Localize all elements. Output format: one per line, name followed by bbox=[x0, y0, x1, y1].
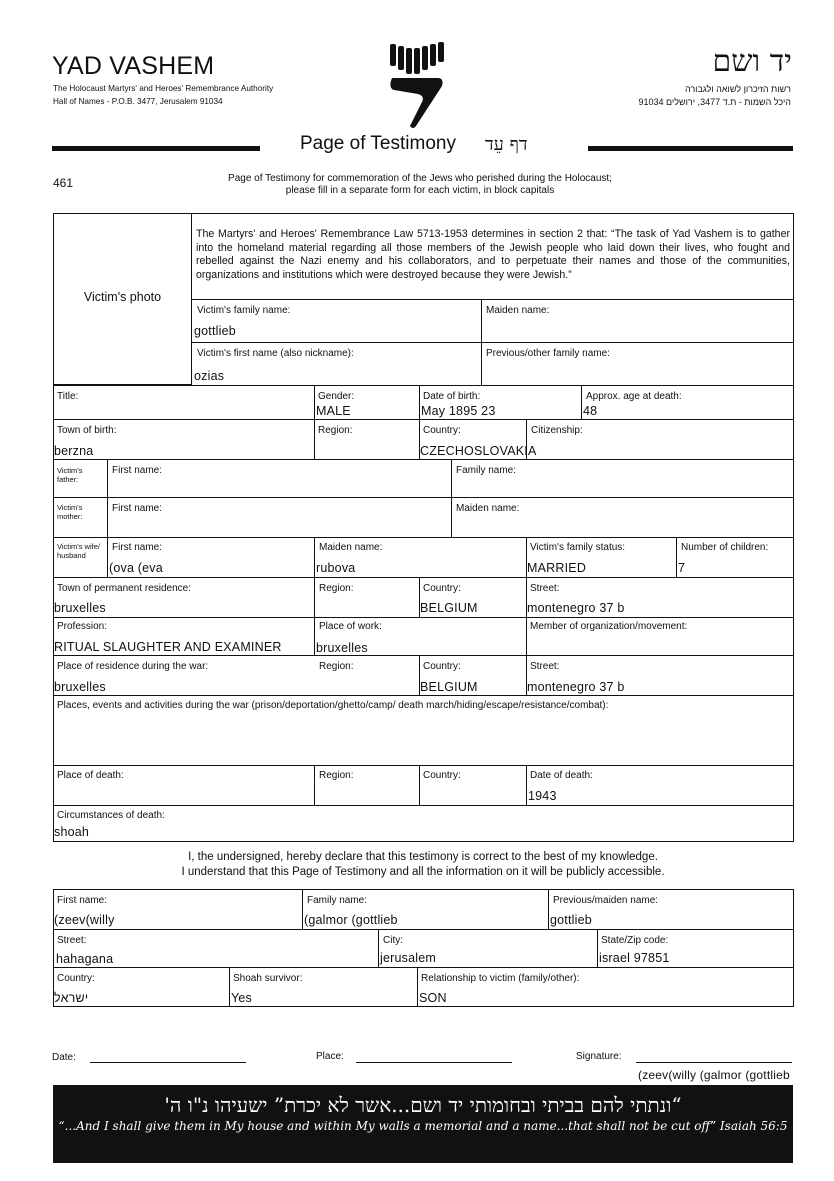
divider bbox=[302, 889, 303, 929]
divider bbox=[107, 459, 108, 577]
submitter-street-field[interactable]: hahagana bbox=[56, 952, 114, 966]
relationship-label: Relationship to victim (family/other): bbox=[421, 973, 580, 984]
age-label: Approx. age at death: bbox=[586, 391, 682, 402]
gender-label: Gender: bbox=[318, 391, 355, 402]
date-label: Date: bbox=[52, 1052, 76, 1063]
place-line[interactable] bbox=[356, 1062, 512, 1063]
mother-maiden-label: Maiden name: bbox=[456, 503, 520, 514]
children-label: Number of children: bbox=[681, 542, 769, 553]
father-first-label: First name: bbox=[112, 465, 163, 476]
divider bbox=[53, 617, 794, 618]
age-field[interactable]: 48 bbox=[583, 404, 598, 418]
victim-family-name-label: Victim's family name: bbox=[197, 305, 291, 316]
divider bbox=[417, 967, 418, 1007]
title-rule-left bbox=[52, 146, 260, 151]
divider bbox=[548, 889, 549, 929]
declaration-line-2: I understand that this Page of Testimony and all the information on it will be publicly accessible. bbox=[181, 866, 665, 878]
profession-label: Profession: bbox=[57, 621, 108, 632]
war-street-field[interactable]: montenegro 37 b bbox=[527, 680, 625, 694]
relationship-field[interactable]: SON bbox=[419, 991, 447, 1005]
intro-line-2: please fill in a separate form for each victim, in block capitals bbox=[285, 185, 555, 196]
war-residence-label: Place of residence during the war: bbox=[57, 661, 209, 672]
spouse-first-field[interactable]: (ova (eva bbox=[109, 561, 163, 575]
divider bbox=[53, 537, 794, 538]
town-birth-label: Town of birth: bbox=[57, 425, 117, 436]
death-date-label: Date of death: bbox=[530, 770, 593, 781]
submitter-family-field[interactable]: (galmor (gottlieb bbox=[304, 913, 398, 927]
divider bbox=[451, 459, 452, 537]
divider bbox=[53, 419, 794, 420]
submitter-state-field[interactable]: israel 97851 bbox=[599, 951, 670, 965]
submitter-city-field[interactable]: jerusalem bbox=[380, 951, 436, 965]
divider bbox=[53, 459, 794, 460]
war-residence-field[interactable]: bruxelles bbox=[54, 680, 106, 694]
divider bbox=[53, 765, 794, 766]
death-region-label: Region: bbox=[319, 770, 354, 781]
residence-country-label: Country: bbox=[423, 583, 461, 594]
divider bbox=[53, 805, 794, 806]
divider bbox=[378, 929, 379, 967]
footer-banner bbox=[53, 1085, 793, 1163]
country-birth-field[interactable]: CZECHOSLOVAKIA bbox=[420, 444, 537, 458]
victim-family-name-field[interactable]: gottlieb bbox=[194, 324, 236, 338]
submitter-first-label: First name: bbox=[57, 895, 108, 906]
profession-field[interactable]: RITUAL SLAUGHTER AND EXAMINER bbox=[54, 640, 282, 654]
war-country-field[interactable]: BELGIUM bbox=[420, 680, 478, 694]
spouse-tag: Victim's wife/ husband bbox=[57, 542, 100, 560]
divider bbox=[314, 385, 315, 419]
title-label: Title: bbox=[57, 391, 79, 402]
victim-first-name-label: Victim's first name (also nickname): bbox=[197, 348, 354, 359]
org-subtitle-he: רשות הזיכרון לשואה ולגבורה bbox=[684, 84, 791, 94]
banner-quote-he: “ונתתי להם בביתי ובחומותי יד ושם...אשר לא יכרת” ישעיהו נ"ו ה' bbox=[164, 1093, 682, 1117]
signature-line[interactable] bbox=[636, 1062, 792, 1063]
workplace-field[interactable]: bruxelles bbox=[316, 641, 368, 655]
residence-street-field[interactable]: montenegro 37 b bbox=[527, 601, 625, 615]
death-circumstances-field[interactable]: shoah bbox=[54, 825, 90, 839]
page-title-he: דף עֵד bbox=[485, 134, 528, 155]
divider bbox=[314, 537, 315, 655]
intro-line-1: Page of Testimony for commemoration of the Jews who perished during the Holocaust; bbox=[228, 173, 612, 184]
divider bbox=[53, 655, 794, 656]
father-family-label: Family name: bbox=[456, 465, 517, 476]
divider bbox=[676, 537, 677, 577]
dob-field[interactable]: May 1895 23 bbox=[421, 404, 496, 418]
place-label: Place: bbox=[316, 1051, 344, 1062]
divider bbox=[53, 497, 794, 498]
mother-first-label: First name: bbox=[112, 503, 163, 514]
death-country-label: Country: bbox=[423, 770, 461, 781]
workplace-label: Place of work: bbox=[319, 621, 382, 632]
submitter-previous-label: Previous/maiden name: bbox=[553, 895, 659, 906]
submitter-street-label: Street: bbox=[57, 935, 87, 946]
family-status-field[interactable]: MARRIED bbox=[527, 561, 587, 575]
divider bbox=[419, 385, 420, 419]
death-place-label: Place of death: bbox=[57, 770, 124, 781]
children-field[interactable]: 7 bbox=[678, 561, 686, 575]
family-status-label: Victim's family status: bbox=[530, 542, 626, 553]
dob-label: Date of birth: bbox=[423, 391, 481, 402]
survivor-label: Shoah survivor: bbox=[233, 973, 303, 984]
divider bbox=[53, 385, 794, 386]
residence-town-field[interactable]: bruxelles bbox=[54, 601, 106, 615]
org-subtitle-en: The Holocaust Martyrs' and Heroes' Remembrance Authority bbox=[53, 84, 274, 93]
page-title: Page of Testimony bbox=[300, 133, 456, 154]
victim-first-name-field[interactable]: ozias bbox=[194, 369, 225, 383]
org-name-en: YAD VASHEM bbox=[52, 52, 215, 80]
town-birth-field[interactable]: berzna bbox=[54, 444, 94, 458]
banner-quote-en: “...And I shall give them in My house and within My walls a memorial and a name...that shall not be cut off” Isaiah 56:5 bbox=[58, 1119, 788, 1133]
divider bbox=[192, 342, 794, 343]
divider bbox=[192, 299, 794, 300]
war-country-label: Country: bbox=[423, 661, 461, 672]
residence-street-label: Street: bbox=[530, 583, 560, 594]
mother-tag: Victim's mother: bbox=[57, 503, 83, 521]
war-street-label: Street: bbox=[530, 661, 560, 672]
divider bbox=[53, 929, 794, 930]
country-label: Country: bbox=[423, 425, 461, 436]
divider bbox=[53, 577, 794, 578]
region-label: Region: bbox=[318, 425, 353, 436]
signature-label: Signature: bbox=[576, 1051, 622, 1062]
submitter-first-field[interactable]: (zeev(willy bbox=[54, 913, 115, 927]
form-number: 461 bbox=[53, 176, 74, 190]
org-name-he: יד ושם bbox=[712, 44, 792, 79]
yad-vashem-logo-icon bbox=[386, 42, 446, 132]
photo-label: Victim's photo bbox=[83, 290, 162, 304]
signer-name: (zeev(willy (galmor (gottlieb bbox=[638, 1068, 790, 1082]
spouse-first-label: First name: bbox=[112, 542, 163, 553]
survivor-field[interactable]: Yes bbox=[231, 991, 252, 1005]
submitter-country-field[interactable]: ישראל bbox=[54, 991, 89, 1005]
submitter-country-label: Country: bbox=[57, 973, 95, 984]
divider bbox=[314, 765, 315, 805]
death-circumstances-label: Circumstances of death: bbox=[57, 810, 165, 821]
divider bbox=[597, 929, 598, 967]
divider bbox=[481, 299, 482, 385]
submitter-city-label: City: bbox=[383, 935, 403, 946]
divider bbox=[53, 695, 794, 696]
member-label: Member of organization/movement: bbox=[530, 621, 688, 632]
date-line[interactable] bbox=[90, 1062, 246, 1063]
spouse-maiden-label: Maiden name: bbox=[319, 542, 383, 553]
maiden-name-label: Maiden name: bbox=[486, 305, 550, 316]
father-tag: Victim's father: bbox=[57, 466, 83, 484]
law-text: The Martyrs' and Heroes' Remembrance Law 5713-1953 determines in section 2 that: “The task of Yad Vashem is to gather into the homeland material regarding all those members of the Jewish people who laid down their lives, who fought and rebelled against the Nazi enemy and his collaborators, and to perpetuate their names and those of the communities, organizations and institutions which were destroyed because they were Jewish.” bbox=[196, 228, 790, 281]
submitter-family-label: Family name: bbox=[307, 895, 368, 906]
previous-name-label: Previous/other family name: bbox=[486, 348, 610, 359]
divider bbox=[314, 419, 315, 459]
war-region-label: Region: bbox=[319, 661, 354, 672]
gender-field[interactable]: MALE bbox=[316, 404, 351, 418]
org-address-he: היכל השמות - ת.ד 3477, ירושלים 91034 bbox=[638, 97, 791, 107]
divider bbox=[419, 765, 420, 805]
residence-region-label: Region: bbox=[319, 583, 354, 594]
submitter-form bbox=[53, 889, 794, 1007]
declaration-line-1: I, the undersigned, hereby declare that this testimony is correct to the best of my knowledge. bbox=[188, 851, 658, 863]
death-date-field[interactable]: 1943 bbox=[528, 789, 557, 803]
submitter-previous-field[interactable]: gottlieb bbox=[550, 913, 592, 927]
divider bbox=[581, 385, 582, 419]
residence-town-label: Town of permanent residence: bbox=[57, 583, 191, 594]
title-rule-right bbox=[588, 146, 793, 151]
divider bbox=[53, 967, 794, 968]
citizenship-label: Citizenship: bbox=[531, 425, 583, 436]
submitter-state-label: State/Zip code: bbox=[601, 935, 669, 946]
war-events-label: Places, events and activities during the war (prison/deportation/ghetto/camp/ death march/hiding/escape/resistance/combat): bbox=[57, 700, 609, 711]
residence-country-field[interactable]: BELGIUM bbox=[420, 601, 478, 615]
divider bbox=[229, 967, 230, 1007]
divider bbox=[526, 765, 527, 805]
org-address-en: Hall of Names - P.O.B. 3477, Jerusalem 91034 bbox=[53, 97, 223, 106]
spouse-maiden-field[interactable]: rubova bbox=[316, 561, 356, 575]
